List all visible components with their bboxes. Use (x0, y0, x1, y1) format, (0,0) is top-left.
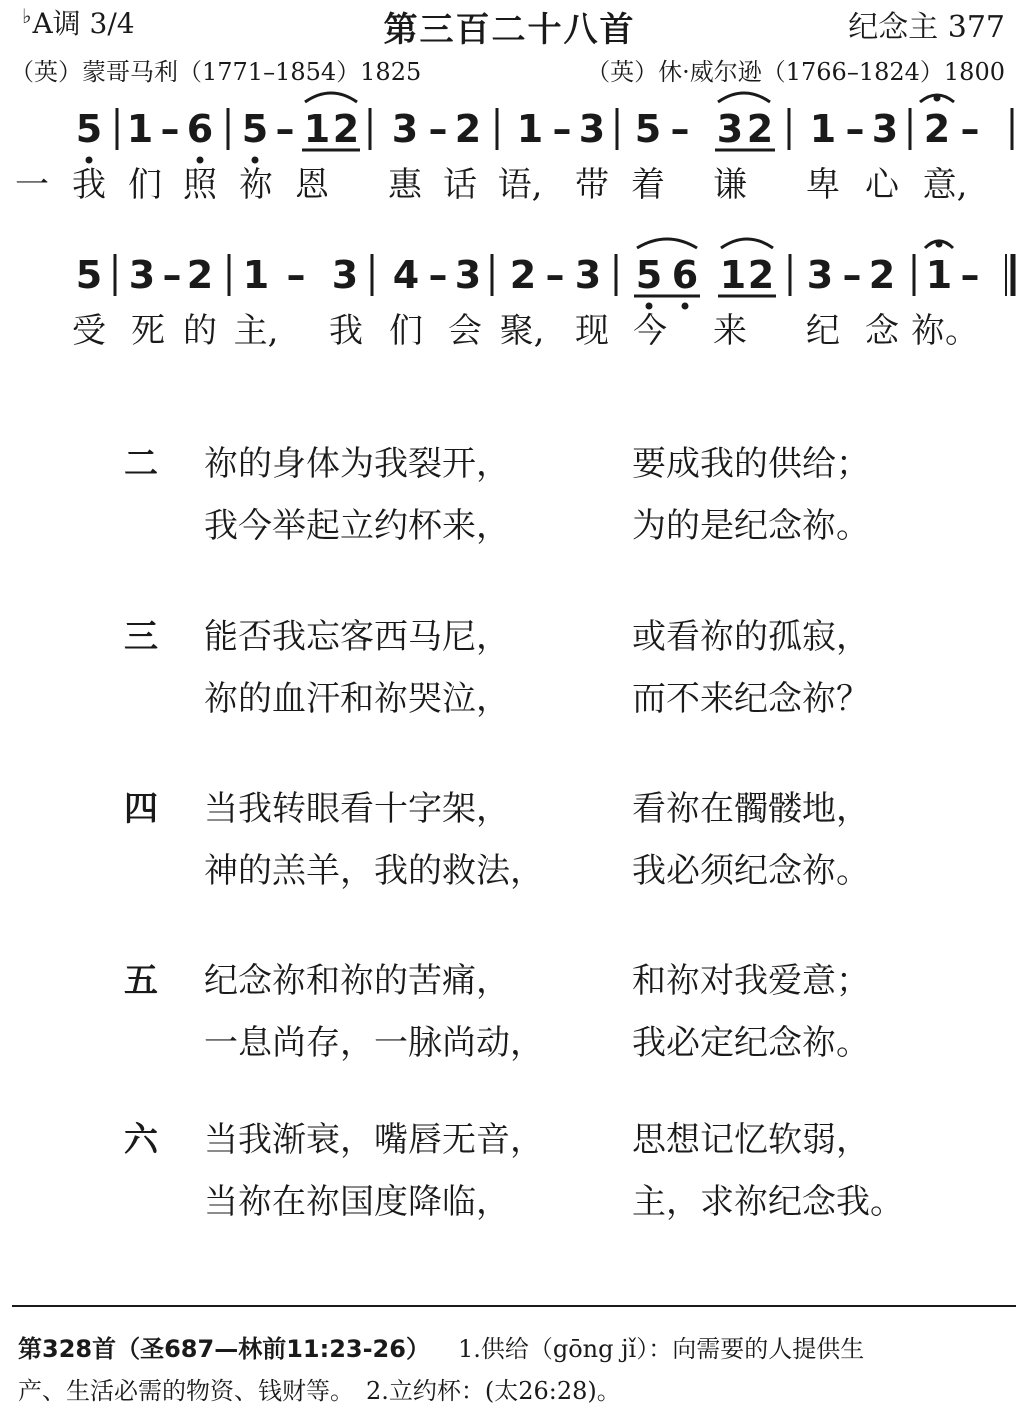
jianpu-note: 1 (925, 253, 953, 297)
jianpu-note: 1 (242, 253, 270, 297)
slur (721, 239, 773, 248)
flat-sign: ♭ (22, 4, 32, 28)
jianpu-note: 2 (186, 253, 214, 297)
jianpu-note: 3 (716, 107, 744, 151)
lyric-syllable: 祢。 (911, 311, 979, 351)
jianpu-note: 5 (634, 107, 662, 151)
jianpu-note: – (545, 253, 565, 297)
jianpu-note: 6 (671, 253, 699, 297)
lyric-syllable: 会 (448, 311, 482, 351)
score-line-2-svg (0, 234, 1019, 354)
verse-line: 神的羔羊，我的救法， (204, 851, 544, 891)
footnote-divider (12, 1305, 1016, 1307)
lyric-syllable: 们 (128, 165, 162, 205)
lyric-syllable: 我 (329, 311, 363, 351)
jianpu-note: 3 (454, 253, 482, 297)
collection-label: 纪念主 377 (848, 10, 1005, 45)
verse-line: 当我转眼看十字架， (204, 789, 510, 829)
verse-line: 我必须纪念祢。 (632, 851, 870, 891)
lower-octave-dot (646, 303, 653, 310)
verse-line: 为的是纪念祢。 (632, 506, 870, 546)
jianpu-note: 2 (454, 107, 482, 151)
jianpu-note: 3 (574, 253, 602, 297)
jianpu-note: – (162, 253, 182, 297)
jianpu-note: 2 (509, 253, 537, 297)
lyric-syllable: 带 (575, 165, 609, 205)
jianpu-note: – (960, 107, 980, 151)
footnote-text: 1.供给（gōng jǐ）：向需要的人提供生 (457, 1335, 865, 1363)
lyric-syllable: 一 (15, 165, 49, 205)
jianpu-note: 2 (332, 107, 360, 151)
key-time: A调 3/4 (32, 7, 135, 40)
jianpu-note: 1 (126, 107, 154, 151)
jianpu-note: – (428, 253, 448, 297)
lyric-syllable: 祢 (239, 165, 273, 205)
jianpu-note: 3 (391, 107, 419, 151)
jianpu-note: 2 (746, 107, 774, 151)
lyric-syllable: 照 (183, 165, 217, 205)
jianpu-note: 3 (331, 253, 359, 297)
jianpu-note: – (842, 253, 862, 297)
verse-number: 三 (124, 617, 158, 657)
score-line-1-svg (0, 88, 1019, 208)
lower-octave-dot (86, 157, 93, 164)
hymn-title: 第三百二十八首 (383, 10, 636, 50)
verse-number: 六 (124, 1120, 158, 1160)
lyric-syllable: 着 (631, 165, 665, 205)
jianpu-note: 2 (868, 253, 896, 297)
lower-octave-dot (197, 157, 204, 164)
verse-line: 看祢在髑髅地， (632, 789, 870, 829)
verse-line: 或看祢的孤寂， (632, 617, 870, 657)
slurs (637, 239, 953, 248)
lyric-syllable: 意, (922, 165, 968, 205)
verse-number: 四 (124, 789, 158, 829)
jianpu-note: – (160, 107, 180, 151)
lyric-syllable: 恩 (295, 165, 329, 205)
jianpu-note: 6 (186, 107, 214, 151)
lyric-syllable: 念 (865, 311, 899, 351)
lyricist-credit: （英）蒙哥马利（1771–1854）1825 (10, 58, 422, 86)
verse-line: 思想记忆软弱， (632, 1120, 870, 1160)
verse-line: 能否我忘客西马尼， (204, 617, 510, 657)
lyric-syllable: 谦 (713, 165, 747, 205)
lyric-syllable: 聚, (499, 311, 545, 351)
footnote-line-1 (18, 1328, 1016, 1370)
lyric-syllable: 死 (131, 311, 165, 351)
jianpu-note: 3 (578, 107, 606, 151)
slurs (305, 93, 954, 102)
slur (637, 239, 697, 248)
slur (305, 93, 357, 102)
scripture-reference: 第328首（圣687—林前11:23-26） (18, 1335, 430, 1363)
jianpu-note: – (670, 107, 690, 151)
jianpu-note: 4 (392, 253, 420, 297)
jianpu-note: – (960, 253, 980, 297)
lyric-syllable: 受 (72, 311, 106, 351)
jianpu-note: 2 (747, 253, 775, 297)
verse-line: 当祢在祢国度降临， (204, 1182, 510, 1222)
lyric-syllable: 话 (443, 165, 477, 205)
lyric-syllable: 的 (183, 311, 217, 351)
verse-line: 我必定纪念祢。 (632, 1023, 870, 1063)
jianpu-note: 5 (75, 107, 103, 151)
lyric-syllable: 我 (72, 165, 106, 205)
lyric-syllable: 语, (497, 165, 543, 205)
verse-line: 祢的身体为我裂开， (204, 444, 510, 484)
jianpu-note: 1 (719, 253, 747, 297)
slur (718, 93, 770, 102)
jianpu-note: – (286, 253, 306, 297)
lyric-syllable: 来 (713, 311, 747, 351)
lower-octave-dot (682, 303, 689, 310)
verse-line: 我今举起立约杯来， (204, 506, 510, 546)
jianpu-note: 1 (516, 107, 544, 151)
jianpu-note: – (552, 107, 572, 151)
score-line-1 (0, 88, 1019, 208)
verse-line: 当我渐衰，嘴唇无音， (204, 1120, 544, 1160)
lyric-syllable: 纪 (806, 311, 840, 351)
verse-number: 五 (124, 961, 158, 1001)
jianpu-note: 5 (635, 253, 663, 297)
jianpu-note: 1 (809, 107, 837, 151)
jianpu-note: – (428, 107, 448, 151)
lyric-syllable: 心 (865, 165, 899, 205)
verse-line: 而不来纪念祢？ (632, 679, 870, 719)
jianpu-note: 1 (303, 107, 331, 151)
verse-number: 二 (124, 444, 158, 484)
lyric-syllable: 今 (633, 311, 667, 351)
lower-octave-dot (252, 157, 259, 164)
lyric-syllable: 现 (575, 311, 609, 351)
verse-line: 纪念祢和祢的苦痛， (204, 961, 510, 1001)
jianpu-note: – (845, 107, 865, 151)
verse-line: 一息尚存，一脉尚动， (204, 1023, 544, 1063)
jianpu-note: 3 (128, 253, 156, 297)
footnote (18, 1328, 1016, 1412)
lyric-syllable: 们 (389, 311, 423, 351)
fermata-dot (934, 95, 941, 102)
lyric-syllable: 卑 (806, 165, 840, 205)
verse-line: 和祢对我爱意； (632, 961, 870, 1001)
jianpu-note: 5 (75, 253, 103, 297)
lyric-syllable: 惠 (388, 165, 422, 205)
jianpu-note: 3 (871, 107, 899, 151)
jianpu-note: 3 (806, 253, 834, 297)
fermata-dot (936, 241, 943, 248)
verse-line: 祢的血汗和祢哭泣， (204, 679, 510, 719)
composer-credit: （英）休·威尔逊（1766–1824）1800 (586, 58, 1005, 86)
verse-line: 主，求祢纪念我。 (632, 1182, 904, 1222)
jianpu-note: – (275, 107, 295, 151)
jianpu-note: 5 (241, 107, 269, 151)
footnote-line-2: 产、生活必需的物资、钱财等。 2.立约杯：(太26:28)。 (18, 1377, 621, 1405)
jianpu-note: 2 (923, 107, 951, 151)
score-line-2 (0, 234, 1019, 354)
lyric-syllable: 主, (233, 311, 279, 351)
verse-line: 要成我的供给； (632, 444, 870, 484)
